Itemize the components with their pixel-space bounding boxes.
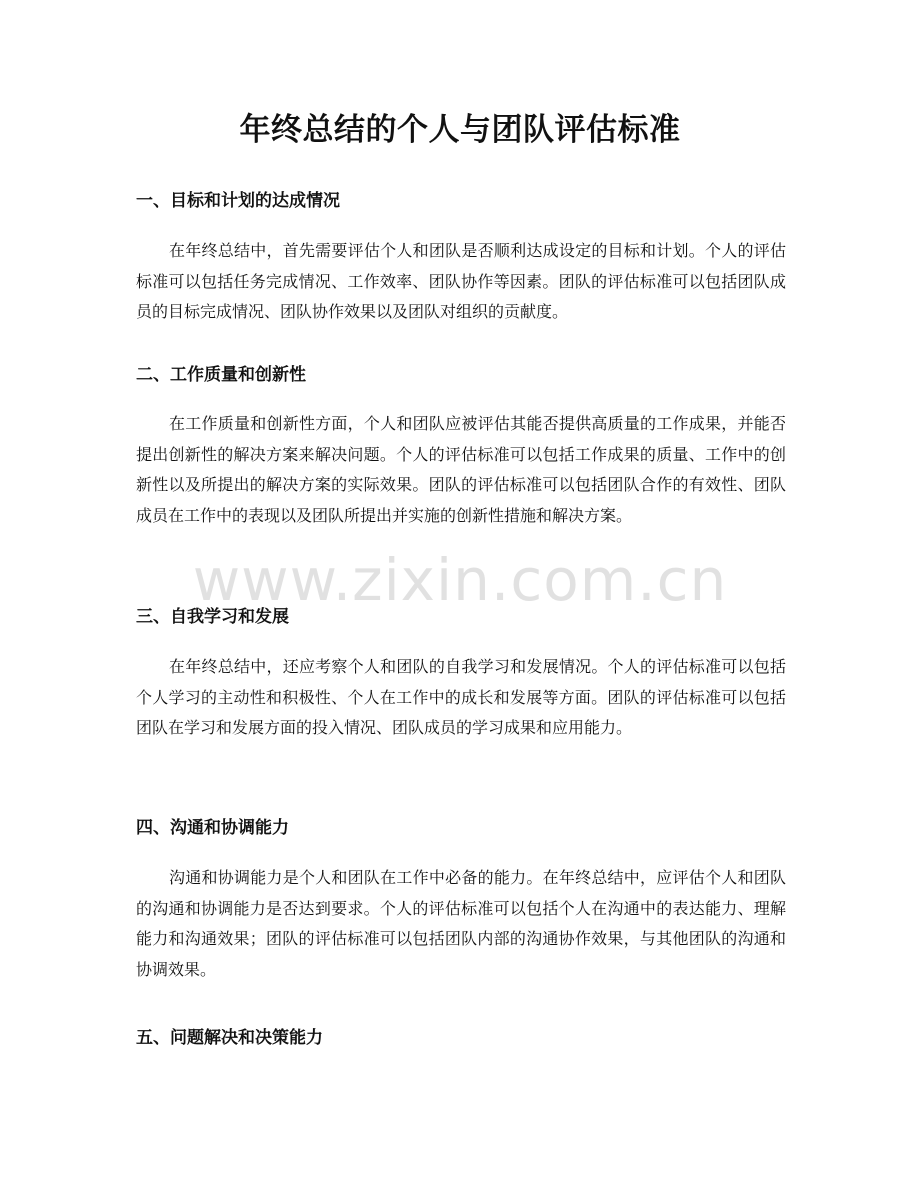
section-heading-5: 五、问题解决和决策能力	[136, 1028, 323, 1048]
page-title: 年终总结的个人与团队评估标准	[239, 112, 681, 148]
section-heading-2: 二、工作质量和创新性	[136, 365, 306, 385]
section-body-2: 在工作质量和创新性方面，个人和团队应被评估其能否提供高质量的工作成果，并能否提出创新性的解决方案来解决问题。个人的评估标准可以包括工作成果的质量、工作中的创新性以及所提出的解决方案的实际效果。团队的评估标准可以包括团队合作的有效性、团队成员在工作中的表现以及团队所提出并实施的创新性措施和解决方案。	[136, 414, 786, 525]
section-body-4: 沟通和协调能力是个人和团队在工作中必备的能力。在年终总结中，应评估个人和团队的沟通和协调能力是否达到要求。个人的评估标准可以包括个人在沟通中的表达能力、理解能力和沟通效果；团队的评估标准可以包括团队内部的沟通协作效果，与其他团队的沟通和协调效果。	[136, 868, 786, 979]
section-heading-4: 四、沟通和协调能力	[136, 818, 289, 838]
section-body-3: 在年终总结中，还应考察个人和团队的自我学习和发展情况。个人的评估标准可以包括个人学习的主动性和积极性、个人在工作中的成长和发展等方面。团队的评估标准可以包括团队在学习和发展方面的投入情况、团队成员的学习成果和应用能力。	[136, 657, 786, 737]
section-body-1: 在年终总结中，首先需要评估个人和团队是否顺利达成设定的目标和计划。个人的评估标准可以包括任务完成情况、工作效率、团队协作等因素。团队的评估标准可以包括团队成员的目标完成情况、团队协作效果以及团队对组织的贡献度。	[136, 241, 786, 321]
watermark-text: www.zixin.com.cn	[192, 546, 728, 614]
section-heading-1: 一、目标和计划的达成情况	[136, 191, 340, 211]
section-heading-3: 三、自我学习和发展	[136, 607, 289, 627]
